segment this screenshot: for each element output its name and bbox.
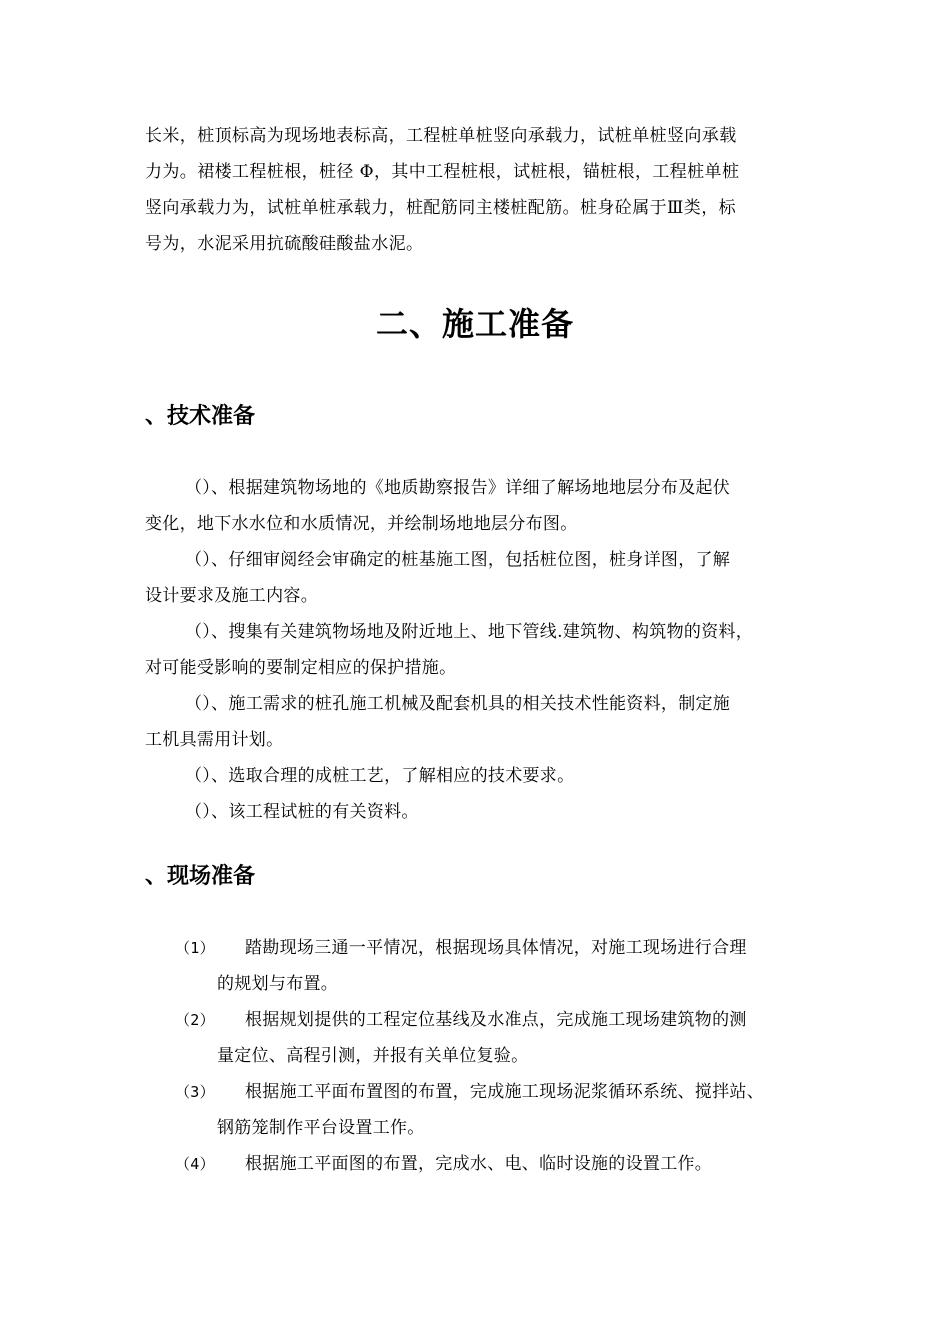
chapter-title: 二、施工准备: [375, 305, 574, 343]
list-item: [145, 1146, 825, 1182]
list-item: [145, 1002, 825, 1074]
list-item-number: （2）: [175, 1011, 215, 1029]
intro-line: 力为。裙楼工程桩根，桩径 Φ，其中工程桩根，试桩根，锚桩根，工程桩单桩: [145, 162, 740, 182]
list-item: [145, 470, 817, 542]
intro-line: 竖向承载力为，试桩单桩承载力，桩配筋同主楼桩配筋。桩身砼属于Ⅲ类，标: [145, 198, 736, 218]
technical-list: [145, 470, 817, 830]
list-item-continuation: 钢筋笼制作平台设置工作。: [217, 1118, 425, 1138]
list-item-continuation: 的规划与布置。: [217, 974, 339, 994]
list-item-text: 踏勘现场三通一平情况，根据现场具体情况，对施工现场进行合理: [245, 938, 747, 958]
list-item-continuation: 变化，地下水水位和水质情况，并绘制场地地层分布图。: [145, 514, 578, 534]
list-item-continuation: 对可能受影响的要制定相应的保护措施。: [145, 658, 457, 678]
list-item-continuation: 设计要求及施工内容。: [145, 586, 318, 606]
list-item-text: （）、搜集有关建筑物场地及附近地上、地下管线.建筑物、构筑物的资料，: [185, 622, 754, 642]
list-item-text: （）、根据建筑物场地的《地质勘察报告》详细了解场地地层分布及起伏: [185, 478, 731, 498]
list-item: [145, 1074, 825, 1146]
list-item-continuation: 工机具需用计划。: [145, 730, 284, 750]
list-item-text: 根据施工平面图的布置，完成水、电、临时设施的设置工作。: [245, 1154, 713, 1174]
list-item: [145, 614, 817, 686]
section-heading-site: 、现场准备: [145, 864, 256, 889]
intro-line: 号为，水泥采用抗硫酸硅酸盐水泥。: [145, 234, 424, 254]
list-item-text: （）、选取合理的成桩工艺，了解相应的技术要求。: [185, 766, 575, 786]
intro-paragraph: [145, 118, 817, 262]
list-item-text: 根据规划提供的工程定位基线及水准点，完成施工现场建筑物的测: [245, 1010, 747, 1030]
list-item-text: （）、仔细审阅经会审确定的桩基施工图，包括桩位图，桩身详图，了解: [185, 550, 731, 570]
list-item: [145, 930, 825, 1002]
intro-line: 长米，桩顶标高为现场地表标高，工程桩单桩竖向承载力，试桩单桩竖向承载: [145, 126, 737, 146]
site-list: [145, 930, 825, 1182]
list-item-continuation: 量定位、高程引测，并报有关单位复验。: [217, 1046, 529, 1066]
list-item-text: （）、该工程试桩的有关资料。: [185, 802, 419, 822]
list-item-text: （）、施工需求的桩孔施工机械及配套机具的相关技术性能资料，制定施: [185, 694, 731, 714]
section-heading-technical: 、技术准备: [145, 404, 256, 429]
list-item: [145, 686, 817, 758]
list-item-number: （4）: [175, 1155, 215, 1173]
list-item: [145, 758, 817, 794]
list-item-number: （1）: [175, 939, 215, 957]
list-item: [145, 542, 817, 614]
list-item: [145, 794, 817, 830]
list-item-number: （3）: [175, 1083, 215, 1101]
list-item-text: 根据施工平面布置图的布置，完成施工现场泥浆循环系统、搅拌站、: [245, 1082, 764, 1102]
